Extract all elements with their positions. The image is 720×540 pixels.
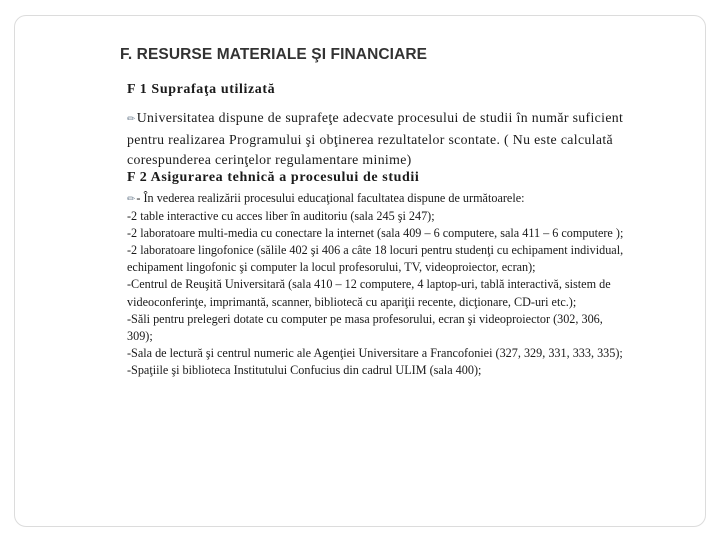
list-item: echipament lingofonic şi computer la locul profesorului, TV, videoproiector, ecran); (127, 260, 536, 275)
list-item: -2 table interactive cu acces liber în auditoriu (sala 245 şi 247); (127, 209, 435, 224)
section-f2-list (127, 190, 699, 379)
list-item: -2 laboratoare lingofonice (sălile 402 şi 406 a câte 18 locuri pentru studenţi cu echipament individual, (127, 243, 624, 258)
list-item: -2 laboratoare multi-media cu conectare la internet (sala 409 – 6 computere, sala 411 – 6 computere ); (127, 226, 624, 241)
section-f1-paragraph (127, 108, 687, 170)
list-item: videoconferinţe, imprimantă, scanner, bibliotecă cu apariţii recente, dicţionare, CD-uri etc.); (127, 294, 577, 309)
list-item: -Spaţiile şi biblioteca Institutului Confucius din cadrul ULIM (sala 400); (127, 362, 482, 377)
section-heading-f2: F 2 Asigurarea tehnică a procesului de studii (127, 170, 420, 185)
section-heading-f1: F 1 Suprafaţa utilizată (127, 82, 276, 97)
bullet-icon: ✏ (127, 194, 136, 205)
list-item: -Centrul de Reuşită Universitară (sala 410 – 12 computere, 4 laptop-uri, tablă interactivă, sistem de (127, 277, 611, 292)
paragraph-line: pentru realizarea Programului şi obţinerea rezultatelor scontate. ( Nu este calculată (127, 132, 613, 147)
paragraph-text: Universitatea dispune de suprafeţe adecvate procesului de studii în număr suficient (136, 110, 624, 125)
slide-title: F. RESURSE MATERIALE ŞI FINANCIARE (120, 46, 428, 63)
list-item (127, 190, 699, 208)
list-item: -Sala de lectură şi centrul numeric ale Agenţiei Universitare a Francofoniei (327, 329, 331, 333, 335); (127, 345, 623, 360)
paragraph-line: corespunderea cerinţelor regulamentare minime) (127, 152, 412, 167)
bullet-icon: ✏ (127, 114, 136, 125)
list-item: -Săli pentru prelegeri dotate cu computer pe masa profesorului, ecran şi videoproiector (302, 306, (127, 311, 603, 326)
list-item: 309); (127, 328, 153, 343)
list-text: - În vederea realizării procesului educaţional facultatea dispune de următoarele: (136, 191, 525, 205)
paragraph-line (127, 108, 687, 130)
